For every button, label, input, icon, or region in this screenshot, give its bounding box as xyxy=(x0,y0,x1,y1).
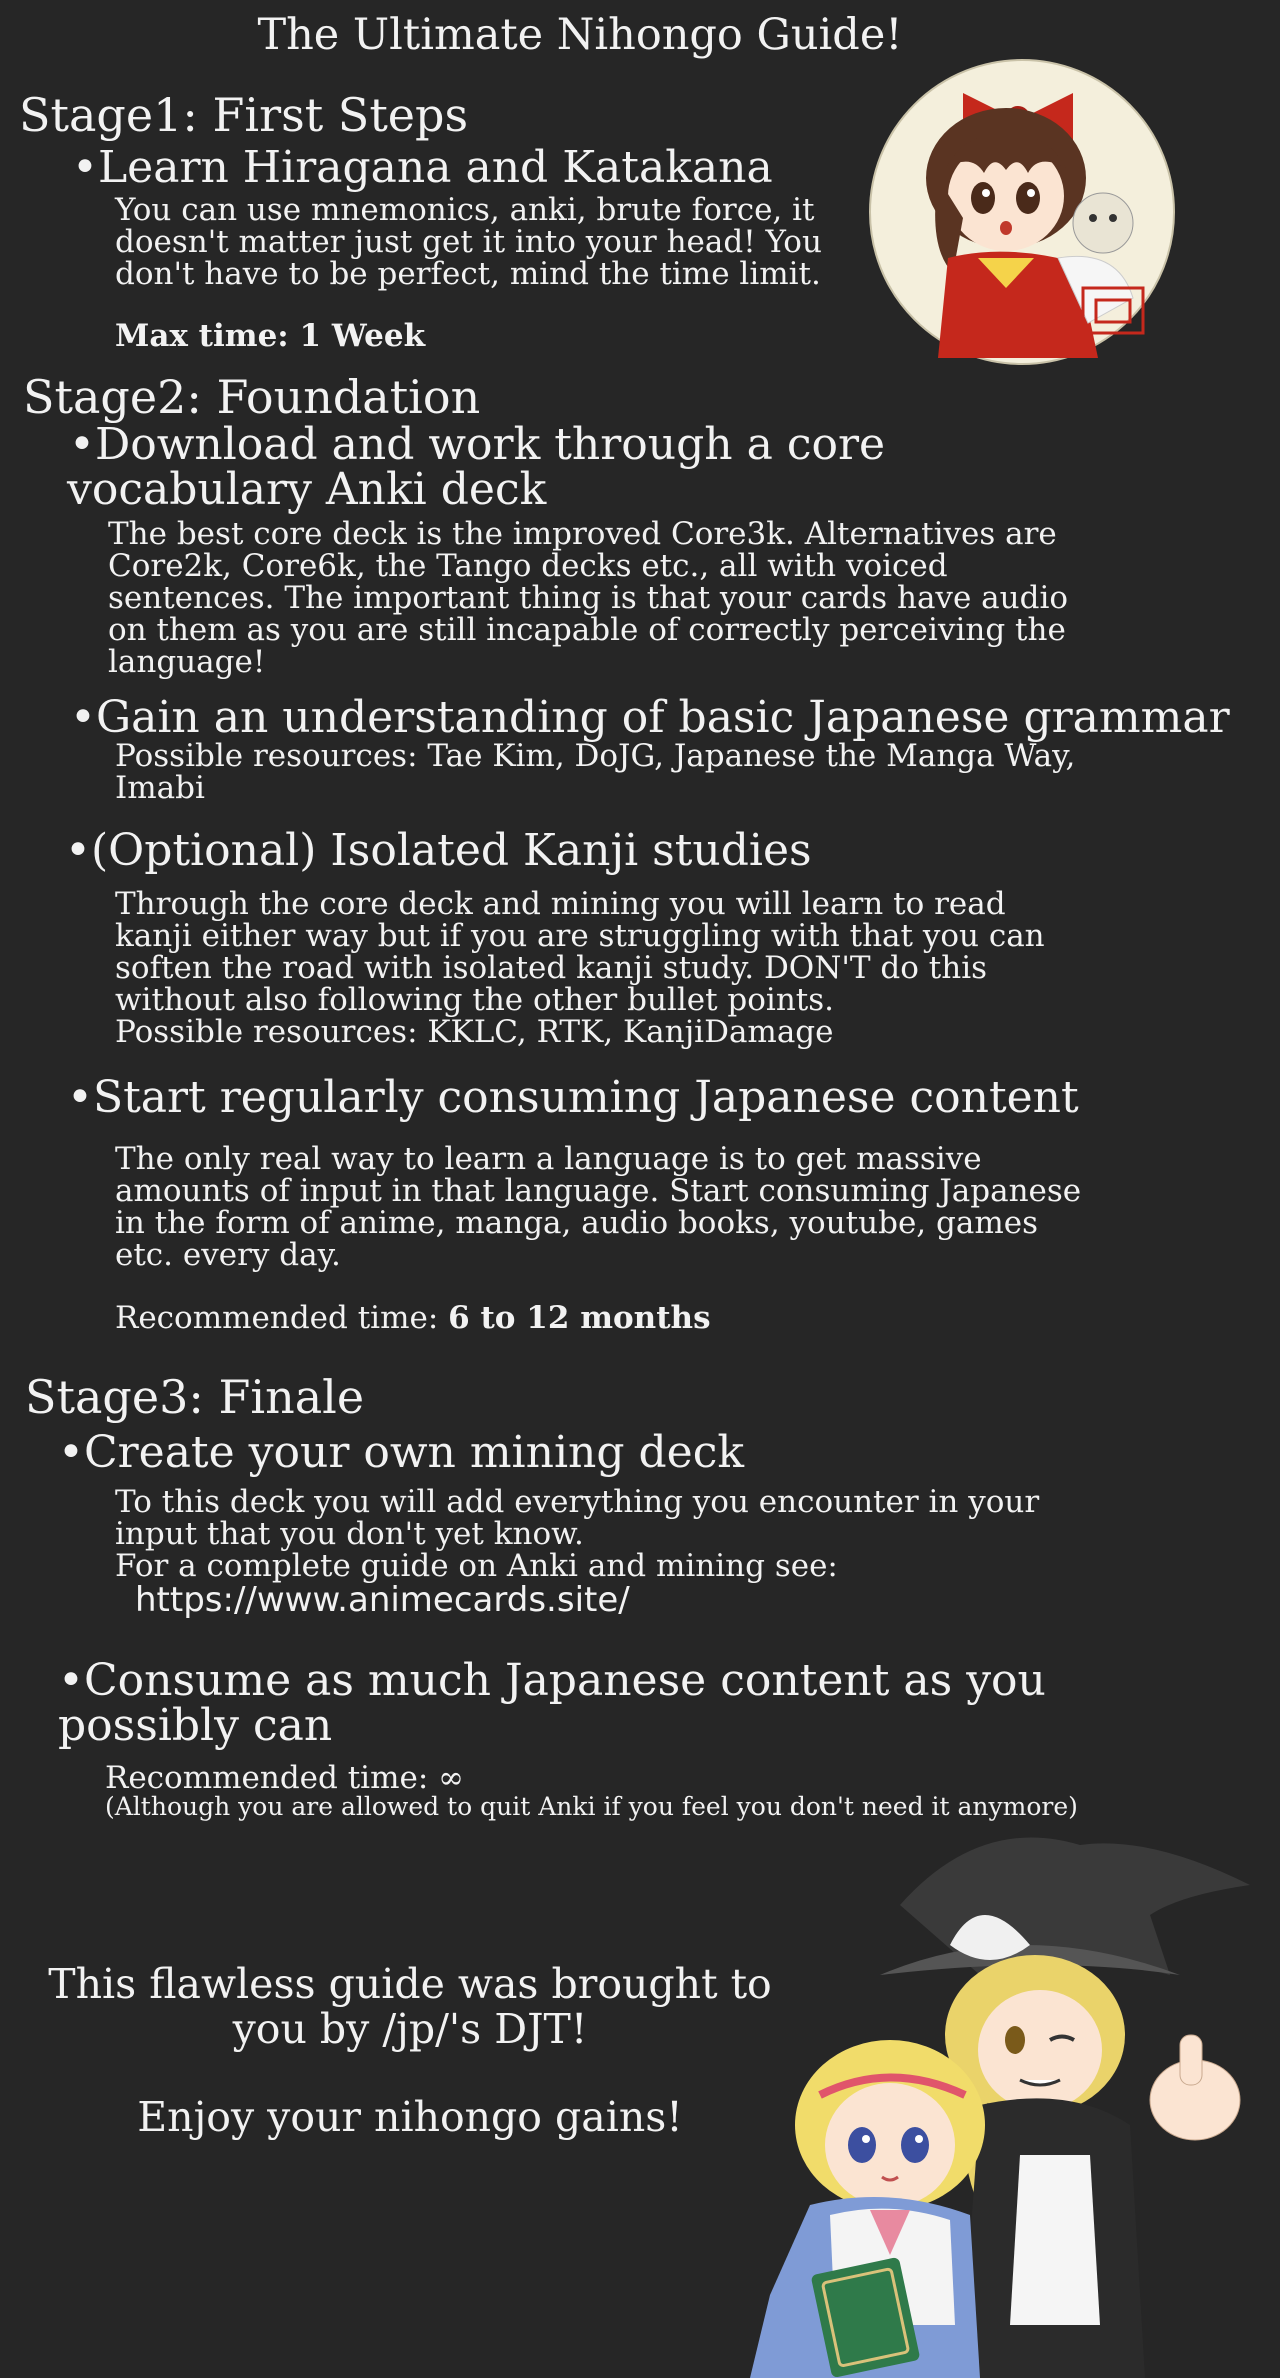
stage1-heading: Stage1: First Steps xyxy=(19,88,469,142)
stage2-recommended-time: Recommended time: 6 to 12 months xyxy=(115,1300,711,1336)
stage2-core-paragraph: The best core deck is the improved Core3k. Alternatives are Core2k, Core6k, the Tango decks etc., all with voiced sentences. The important thing is that your cards have audio on them as you are still incapable of correctly perceiving the language! xyxy=(108,516,1069,680)
stage1-max-time: Max time: 1 Week xyxy=(115,318,426,354)
stage2-grammar-paragraph: Possible resources: Tae Kim, DoJG, Japanese the Manga Way, Imabi xyxy=(115,738,1076,806)
animecards-link[interactable]: https://www.animecards.site/ xyxy=(135,1580,630,1620)
page-title: The Ultimate Nihongo Guide! xyxy=(257,10,903,60)
stage3-anki-note: (Although you are allowed to quit Anki if you feel you don't need it anymore) xyxy=(105,1792,1078,1821)
stage3-mining-paragraph: To this deck you will add everything you encounter in your input that you don't yet know. For a complete guide on Anki and mining see: xyxy=(115,1484,1040,1584)
stage2-bullet-grammar: •Gain an understanding of basic Japanese grammar xyxy=(70,692,1230,743)
stage1-bullet-kana: •Learn Hiragana and Katakana xyxy=(72,142,773,193)
footer-credit: This flawless guide was brought to you by /jp/'s DJT! xyxy=(48,1960,772,2053)
stage2-bullet-kanji: •(Optional) Isolated Kanji studies xyxy=(65,825,812,876)
footer-closing: Enjoy your nihongo gains! xyxy=(137,2093,683,2141)
stage3-bullet-consume: •Consume as much Japanese content as you possibly can xyxy=(58,1655,1046,1751)
stage2-content-paragraph: The only real way to learn a language is to get massive amounts of input in that language. Start consuming Japanese in the form of anime, manga, audio books, youtube, games etc. every day. xyxy=(115,1141,1082,1273)
stage2-bullet-core-deck: •Download and work through a core vocabulary Anki deck xyxy=(67,419,886,515)
stage3-recommended-time: Recommended time: ∞ xyxy=(105,1760,464,1796)
character-portrait-image xyxy=(868,58,1176,366)
characters-illustration xyxy=(750,1825,1262,2378)
stage2-heading: Stage2: Foundation xyxy=(23,370,481,424)
stage3-heading: Stage3: Finale xyxy=(25,1370,365,1424)
stage2-bullet-content: •Start regularly consuming Japanese content xyxy=(67,1072,1079,1123)
stage2-kanji-paragraph: Through the core deck and mining you will learn to read kanji either way but if you are struggling with that you can soften the road with isolated kanji study. DON'T do this without also following the other bullet points. Possible resources: KKLC, RTK, KanjiDamage xyxy=(115,886,1045,1050)
stage1-paragraph: You can use mnemonics, anki, brute force, it doesn't matter just get it into your head! You don't have to be perfect, mind the time limit. xyxy=(115,192,822,292)
stage3-bullet-mining: •Create your own mining deck xyxy=(58,1427,745,1478)
